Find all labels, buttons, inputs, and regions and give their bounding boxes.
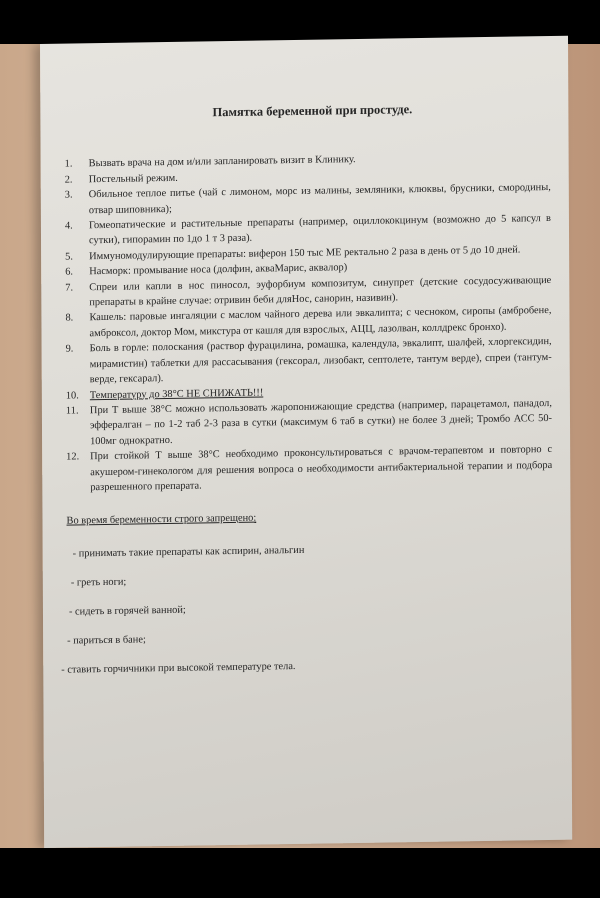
forbidden-item: - ставить горчичники при высокой температуре тела.	[61, 660, 296, 676]
item-number: 9.	[65, 343, 74, 355]
memo-content	[60, 100, 553, 684]
list-item	[62, 442, 552, 496]
item-number: 7.	[65, 282, 74, 294]
item-text: Насморк: промывание носа (долфин, аквaМарис, аквалор)	[89, 262, 348, 278]
forbidden-item: - париться в бане;	[67, 634, 146, 647]
forbidden-item: - сидеть в горячей ванной;	[68, 604, 186, 618]
paper-sheet	[40, 36, 572, 848]
item-number: 10.	[65, 389, 79, 402]
item-number: 8.	[65, 312, 74, 325]
page-title: Памятка беременной при простуде.	[212, 102, 413, 120]
forbidden-list	[61, 532, 554, 685]
recommendations-list	[61, 149, 553, 496]
forbidden-title: Во время беременности строго запрещено:	[66, 512, 257, 527]
item-number: 6.	[65, 266, 74, 278]
item-text: Боль в горле: полоскания (раствор фурацилина, ромашка, календула, эвкалипт, шалфей, хлоргексидин, мирамистин) таблетки для рассасывания (гексорал, лизобакт, септолете, тантум верде), спреи (тантум-верде, гексарал).	[89, 336, 552, 386]
item-number: 2.	[64, 174, 73, 186]
item-number: 5.	[65, 251, 73, 263]
forbidden-item: - принимать такие препараты как аспирин, анальгин	[72, 544, 305, 560]
item-text: При стойкой Т выше 38°С необходимо проконсультироваться с врачом-терапевтом и повторно с акушером-гинекологом для решения вопроса о необходимости антибактериальной терапии и подбора разрешенного препарата.	[90, 444, 553, 494]
item-text: Постельный режим.	[88, 172, 178, 186]
list-item	[62, 334, 552, 388]
item-text: Спреи или капли в нос пиносол, эуфорбиум композитум, синупрет (детские сосудосуживающие препараты в крайне случае: отривин беби дляНос, санорин, називин).	[89, 274, 552, 309]
item-text: Кашель: паровые ингаляции с маслом чайного дерева или эвкалипта; с чесноком, сиропы (амбробене, амброксол, доктор Мом, микстура от кашля для взрослых, АЦЦ, лазолван, коллдрекс бронхо).	[89, 305, 552, 340]
item-number: 1.	[64, 158, 73, 171]
item-text: Вызвать врача на дом и/или запланировать визит в Клинику.	[88, 154, 356, 170]
item-number: 3.	[64, 189, 73, 201]
item-text: Гомеопатические и растительные препараты (например, оциллококцинум (возможно до 5 капсул в сутки), гипорамин по 1до 1 т 3 раза).	[88, 213, 551, 247]
item-text: Иммуномодулирующие препараты: виферон 150 тыс МЕ ректально 2 раза в день от 5 до 10 дней.	[89, 244, 521, 263]
item-number: 11.	[65, 405, 79, 417]
item-number: 12.	[66, 451, 80, 463]
forbidden-section	[62, 506, 553, 684]
item-number: 4.	[64, 220, 73, 232]
item-text: Обильное теплое питье (чай с лимоном, морс из малины, земляники, клюквы, брусники, смородины, отвар шиповника);	[88, 182, 551, 216]
list-item	[62, 396, 552, 450]
item-text-warning: Температуру до 38°С НЕ СНИЖАТЬ!!!	[89, 386, 264, 401]
item-text: При Т выше 38°С можно использовать жаропонижающие средства (например, парацетамол, панадол, эффералган – по 1-2 таб 2-3 раза в сутки (максимум 6 таб в сутки) не более 3 дней; Тромбо АСС 50-100мг однократно.	[89, 397, 553, 447]
forbidden-item: - греть ноги;	[70, 576, 127, 589]
